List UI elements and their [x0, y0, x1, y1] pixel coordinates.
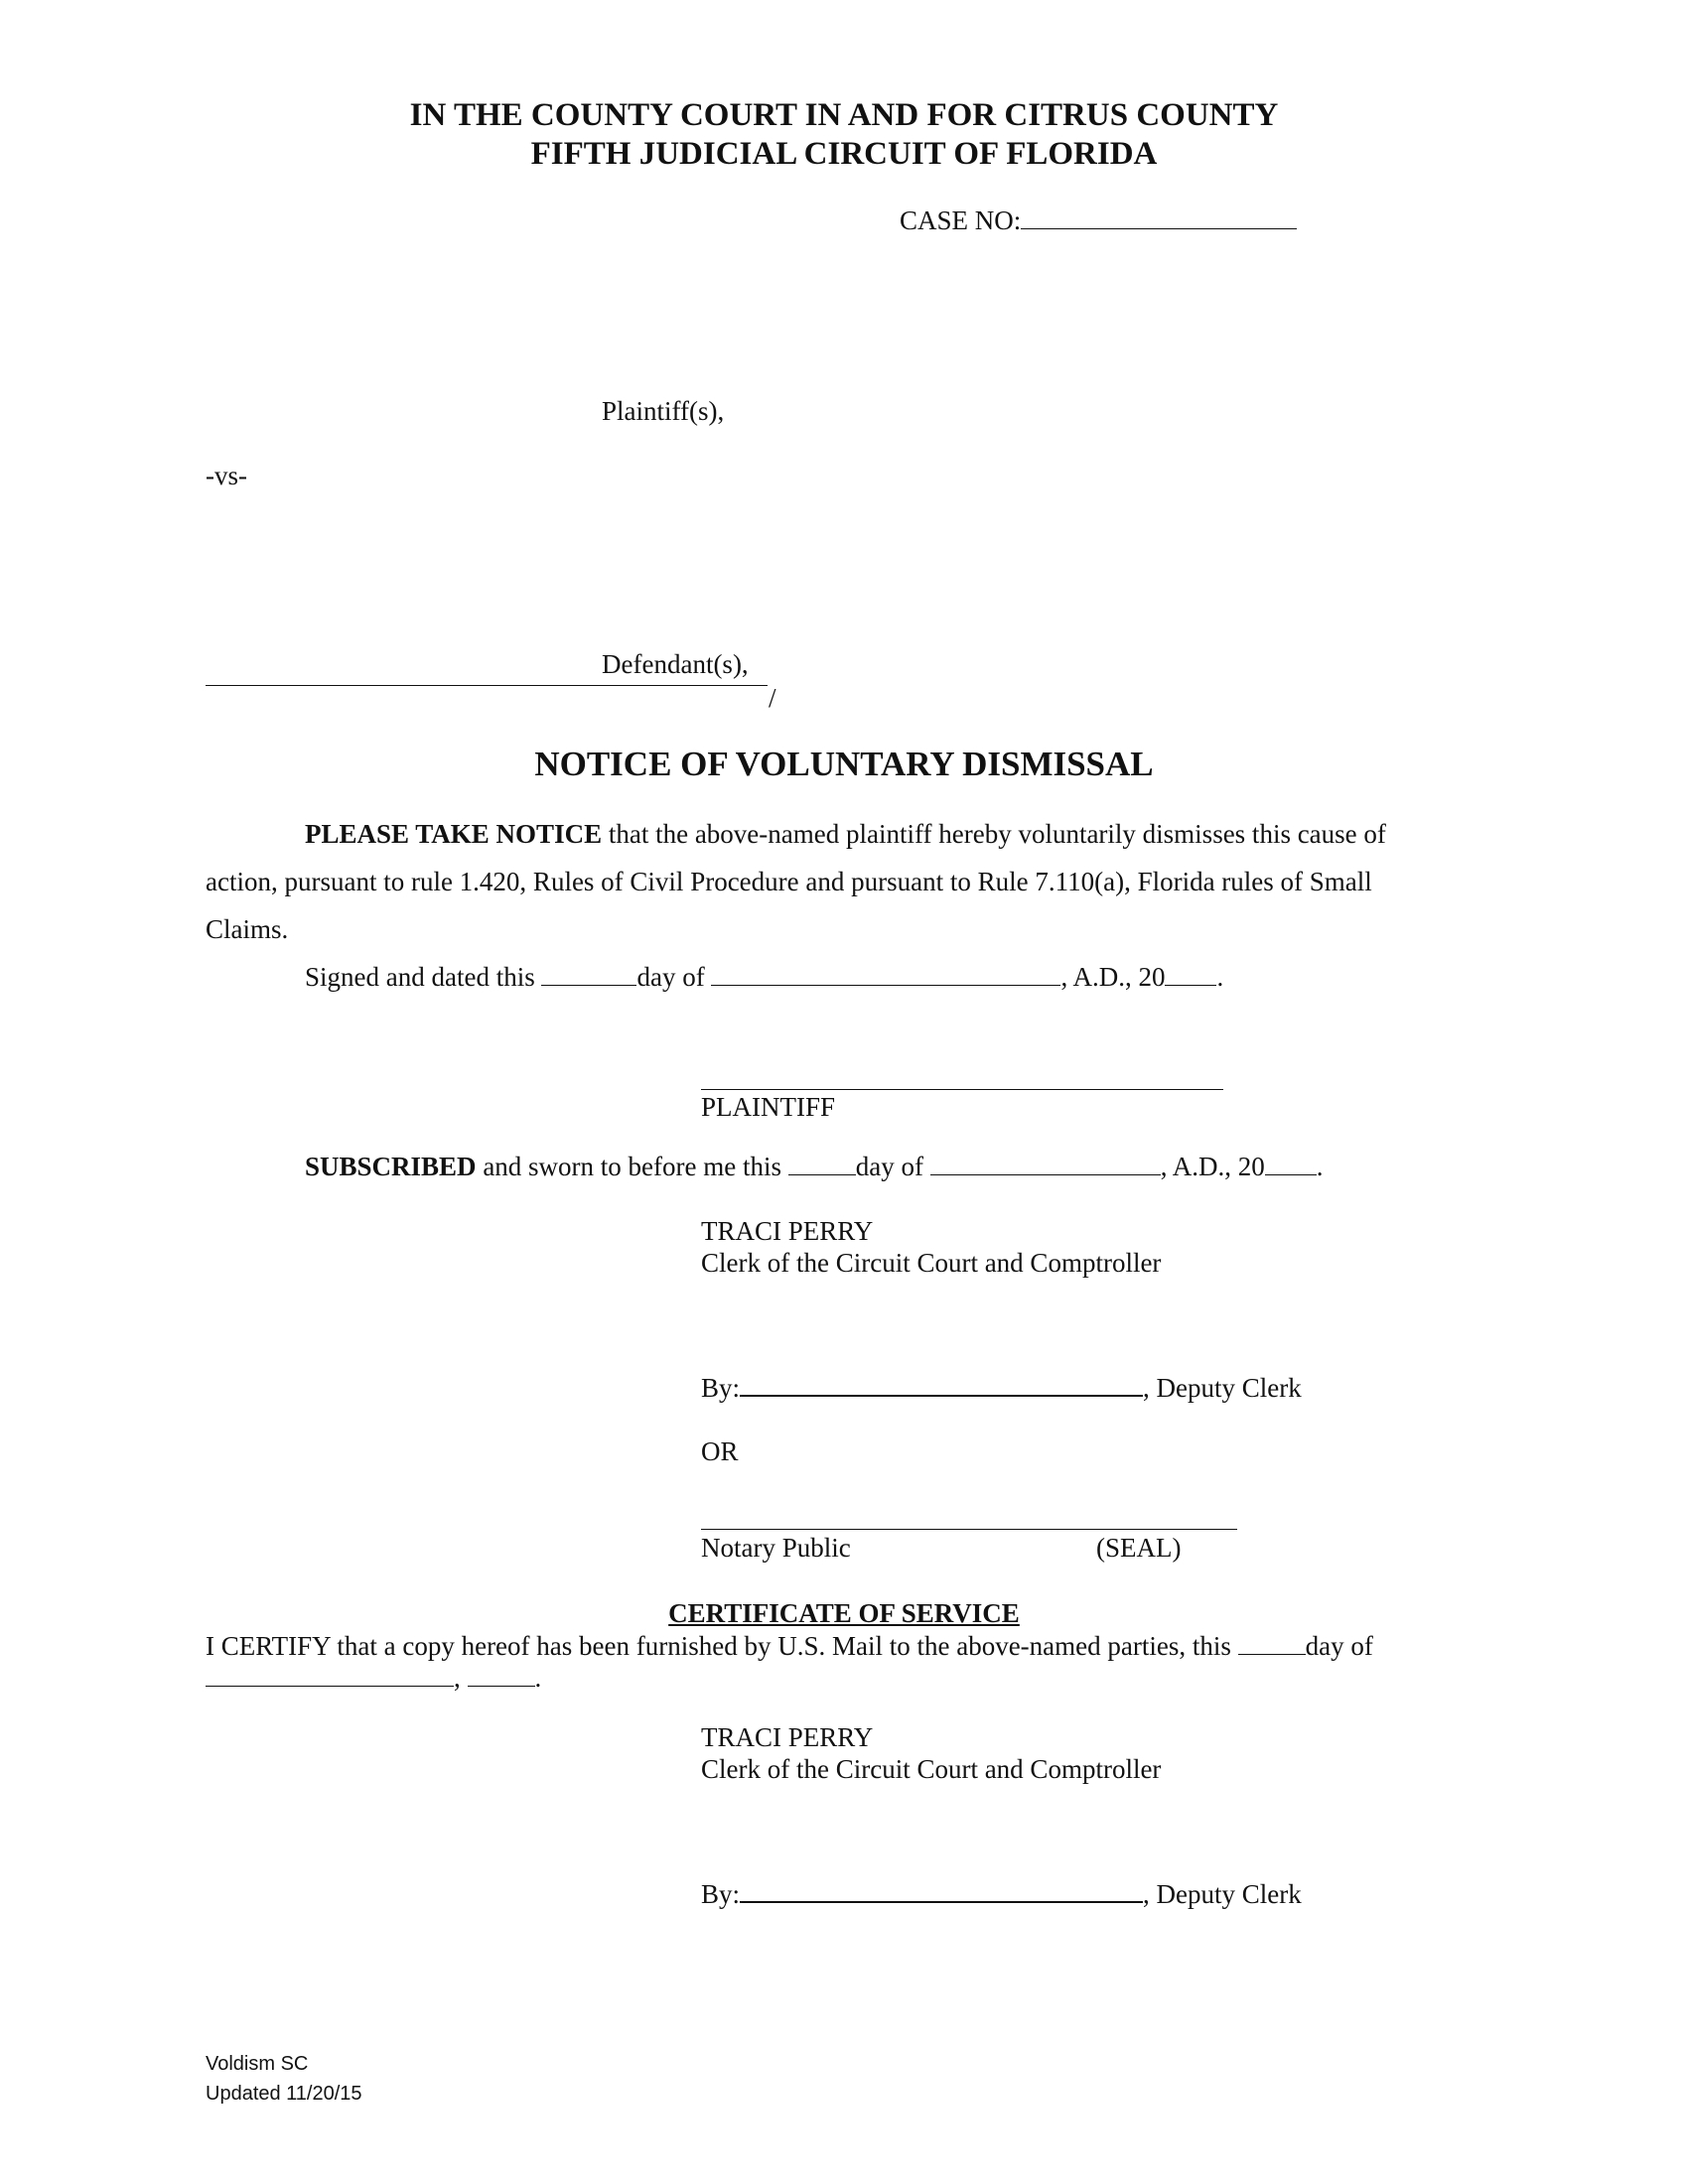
caption-slash: / [769, 683, 776, 713]
case-no-row [900, 205, 1297, 236]
signed-day-of: day of [636, 962, 705, 992]
subscribed-month-field[interactable] [930, 1153, 1161, 1175]
deputy-clerk-label: , Deputy Clerk [1143, 1373, 1302, 1403]
by-label: By: [701, 1373, 741, 1403]
clerk-name: TRACI PERRY [701, 1216, 874, 1246]
signed-day-field[interactable] [541, 963, 636, 986]
case-no-label: CASE NO: [900, 205, 1022, 235]
subscribed-bold-lead: SUBSCRIBED [305, 1152, 477, 1181]
certificate-heading: CERTIFICATE OF SERVICE [668, 1598, 1020, 1628]
deputy-clerk-label-2: , Deputy Clerk [1143, 1879, 1302, 1909]
certificate-year-field[interactable] [468, 1664, 535, 1687]
notice-line-3: Claims. [206, 914, 289, 944]
subscribed-end: . [1316, 1152, 1324, 1181]
subscribed-text: and sworn to before me this [483, 1152, 781, 1181]
subscribed-year-field[interactable] [1265, 1153, 1317, 1175]
certificate-month-field[interactable] [206, 1664, 454, 1687]
plaintiff-signature-label: PLAINTIFF [701, 1092, 836, 1122]
clerk-title: Clerk of the Circuit Court and Comptroller [701, 1248, 1162, 1278]
deputy-clerk-row-2 [701, 1879, 1302, 1910]
signed-dated-row [305, 962, 1223, 993]
notice-line-2: action, pursuant to rule 1.420, Rules of Civil Procedure and pursuant to Rule 7.110(a), Florida rules of Small [206, 867, 1372, 896]
certificate-line-2 [206, 1663, 541, 1694]
signed-ad: , A.D., 20 [1060, 962, 1166, 992]
circuit-name: FIFTH JUDICIAL CIRCUIT OF FLORIDA [530, 136, 1158, 172]
notice-line-1-text: that the above-named plaintiff hereby voluntarily dismisses this cause of [608, 819, 1386, 849]
subscribed-ad: , A.D., 20 [1160, 1152, 1265, 1181]
notice-line-1 [305, 819, 1386, 850]
certificate-day-of: day of [1305, 1631, 1373, 1661]
case-no-field[interactable] [1021, 206, 1297, 229]
versus-label: -vs- [206, 461, 247, 490]
certificate-day-field[interactable] [1238, 1632, 1306, 1655]
defendant-label: Defendant(s), [602, 649, 749, 679]
certificate-end: . [534, 1663, 542, 1693]
document-title: NOTICE OF VOLUNTARY DISMISSAL [534, 745, 1154, 783]
subscribed-row [305, 1152, 1324, 1182]
clerk-title-2: Clerk of the Circuit Court and Comptroller [701, 1754, 1162, 1784]
signed-year-field[interactable] [1165, 963, 1216, 986]
updated-date: Updated 11/20/15 [206, 2083, 362, 2105]
subscribed-day-of: day of [855, 1152, 923, 1181]
form-id: Voldism SC [206, 2053, 309, 2075]
signed-end: . [1216, 962, 1224, 992]
clerk-name-2: TRACI PERRY [701, 1722, 874, 1752]
or-label: OR [701, 1436, 739, 1466]
notice-bold-lead: PLEASE TAKE NOTICE [305, 819, 603, 849]
subscribed-day-field[interactable] [788, 1153, 856, 1175]
deputy-clerk-signature-field-2[interactable] [740, 1879, 1143, 1903]
signed-month-field[interactable] [711, 963, 1060, 986]
caption-rule [206, 685, 768, 686]
notary-label: Notary Public [701, 1533, 851, 1563]
deputy-clerk-row [701, 1373, 1302, 1404]
deputy-clerk-signature-field[interactable] [740, 1373, 1143, 1397]
court-name: IN THE COUNTY COURT IN AND FOR CITRUS COUNTY [409, 97, 1279, 133]
certificate-line-1 [206, 1631, 1373, 1662]
notary-signature-line[interactable] [701, 1529, 1237, 1530]
by-label-2: By: [701, 1879, 741, 1909]
certificate-comma: , [454, 1663, 461, 1693]
certificate-text: I CERTIFY that a copy hereof has been furnished by U.S. Mail to the above-named parties, this [206, 1631, 1231, 1661]
plaintiff-signature-line[interactable] [701, 1089, 1223, 1090]
seal-label: (SEAL) [1096, 1533, 1182, 1563]
plaintiff-label: Plaintiff(s), [602, 396, 725, 426]
signed-prefix: Signed and dated this [305, 962, 535, 992]
